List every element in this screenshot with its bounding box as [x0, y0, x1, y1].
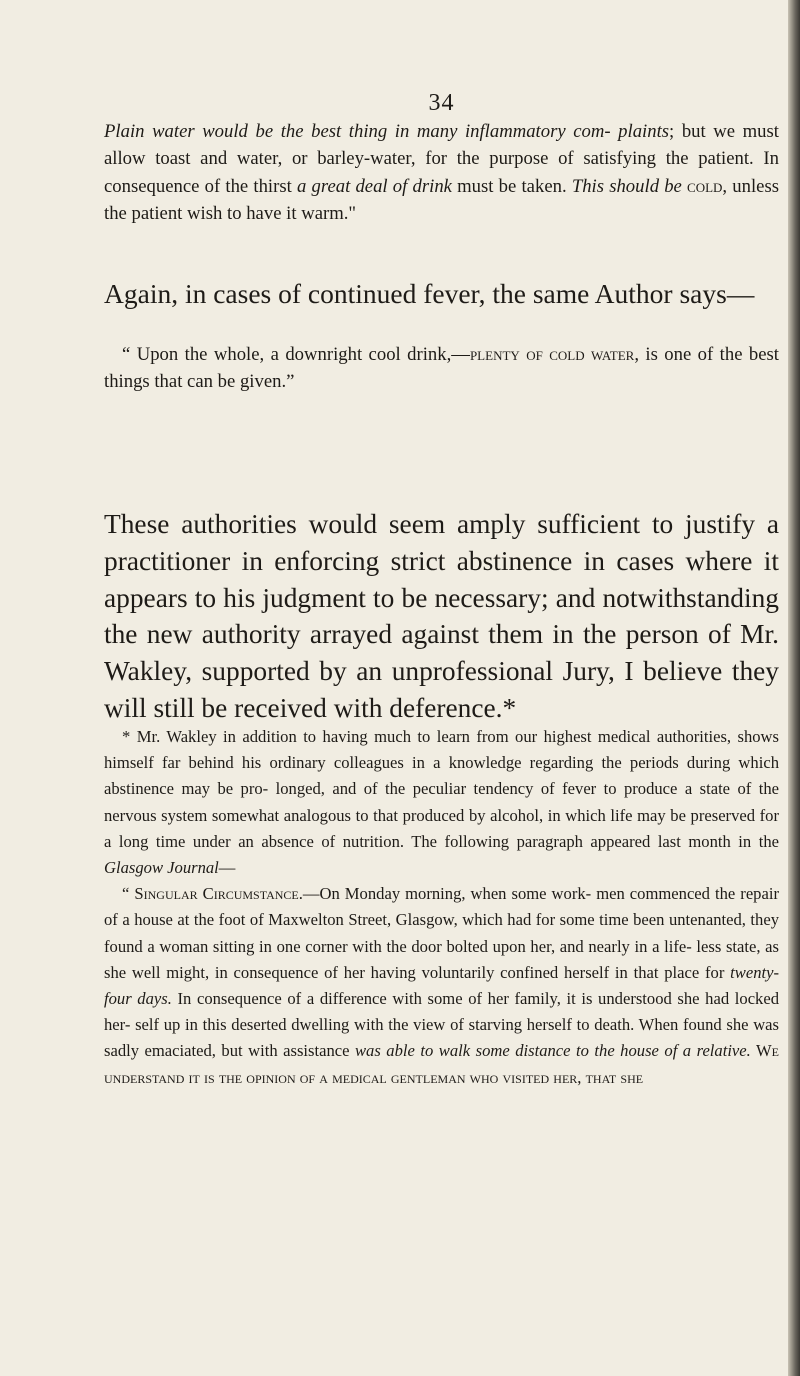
- quote2-text-1: “ Upon the whole, a downright cool drink,—: [122, 344, 470, 365]
- footnote-text-4: In consequence of a difference with some of her family, it is understood she had locked her- self up in this deserted dwelling with the view of starving herself to death. When found she was sadly emaciated, but with assistance: [104, 989, 780, 1061]
- quoted-passage-1: [104, 118, 779, 228]
- quote1-italic-1: Plain water would be the best thing in many inflammatory com- plaints: [104, 121, 670, 142]
- footnote-open-quote: “: [122, 884, 135, 904]
- footnote-text-3: —On Monday morning, when some work- men commenced the repair of a house at the foot of Maxwelton Street, Glasgow, which had for some time been untenanted, they found a woman sitting in one corner with the door bolted upon her, and nearly in a life- less state, as she well might, in consequence of her having voluntarily confined herself in that place for: [104, 884, 779, 982]
- footnote-paragraph-1: [104, 724, 779, 881]
- quote2-text-2: is one of the best things that can be given.”: [104, 344, 779, 393]
- quote1-italic-2: a great deal of drink: [297, 175, 452, 197]
- footnote-text-2: —: [218, 858, 236, 878]
- quote1-text-3: unless the patient wish to have it warm.": [104, 175, 780, 225]
- footnote-text-1: * Mr. Wakley in addition to having much to learn from our highest medical authorities, shows himself far behind his ordinary colleagues in a knowledge regarding the periods during which abstinence may be pro- longed, and of the peculiar tendency of fever to produce a state of the nervous system somewhat analogous to that produced by alcohol, in which life may be preserved for a long time under an absence of nutrition. The following paragraph appeared last month in the: [104, 727, 779, 851]
- footnote: [104, 724, 779, 1091]
- main-paragraph: These authorities would seem amply sufficient to justify a practitioner in enforcing strict abstinence in cases where it appears to his judgment to be necessary; and notwithstanding the new authority arrayed against them in the person of Mr. Wakley, supported by an unprofessional Jury, I believe they will still be received with deference.*: [104, 509, 779, 723]
- footnote-italic-2: twenty-four days.: [104, 962, 779, 1009]
- quote1-text-2: must be taken.: [451, 175, 572, 197]
- lead-paragraph: Again, in cases of continued fever, the same Author says—: [104, 278, 755, 309]
- footnote-smallcaps-2: We understand it is the opinion of a medical gentleman who visited her, that she: [104, 1041, 780, 1087]
- quote1-italic-3: This should be: [571, 175, 682, 197]
- page-number: 34: [428, 90, 455, 116]
- quote2-smallcaps-1: plenty of cold water,: [469, 344, 640, 365]
- quoted-passage-2: [104, 341, 779, 396]
- page-edge-shadow: [788, 0, 800, 1376]
- footnote-italic-3: was able to walk some distance to the house of a relative.: [354, 1041, 751, 1061]
- footnote-smallcaps-1: Singular Circumstance.: [134, 884, 303, 904]
- footnote-italic-1: Glasgow Journal: [104, 858, 219, 878]
- quote1-text-1: ; but we must allow toast and water, or barley-water, for the purpose of satisfying the patient. In consequence of the thirst: [104, 121, 779, 197]
- quote1-smallcaps-1: cold,: [681, 175, 728, 197]
- footnote-paragraph-2: [104, 881, 779, 1091]
